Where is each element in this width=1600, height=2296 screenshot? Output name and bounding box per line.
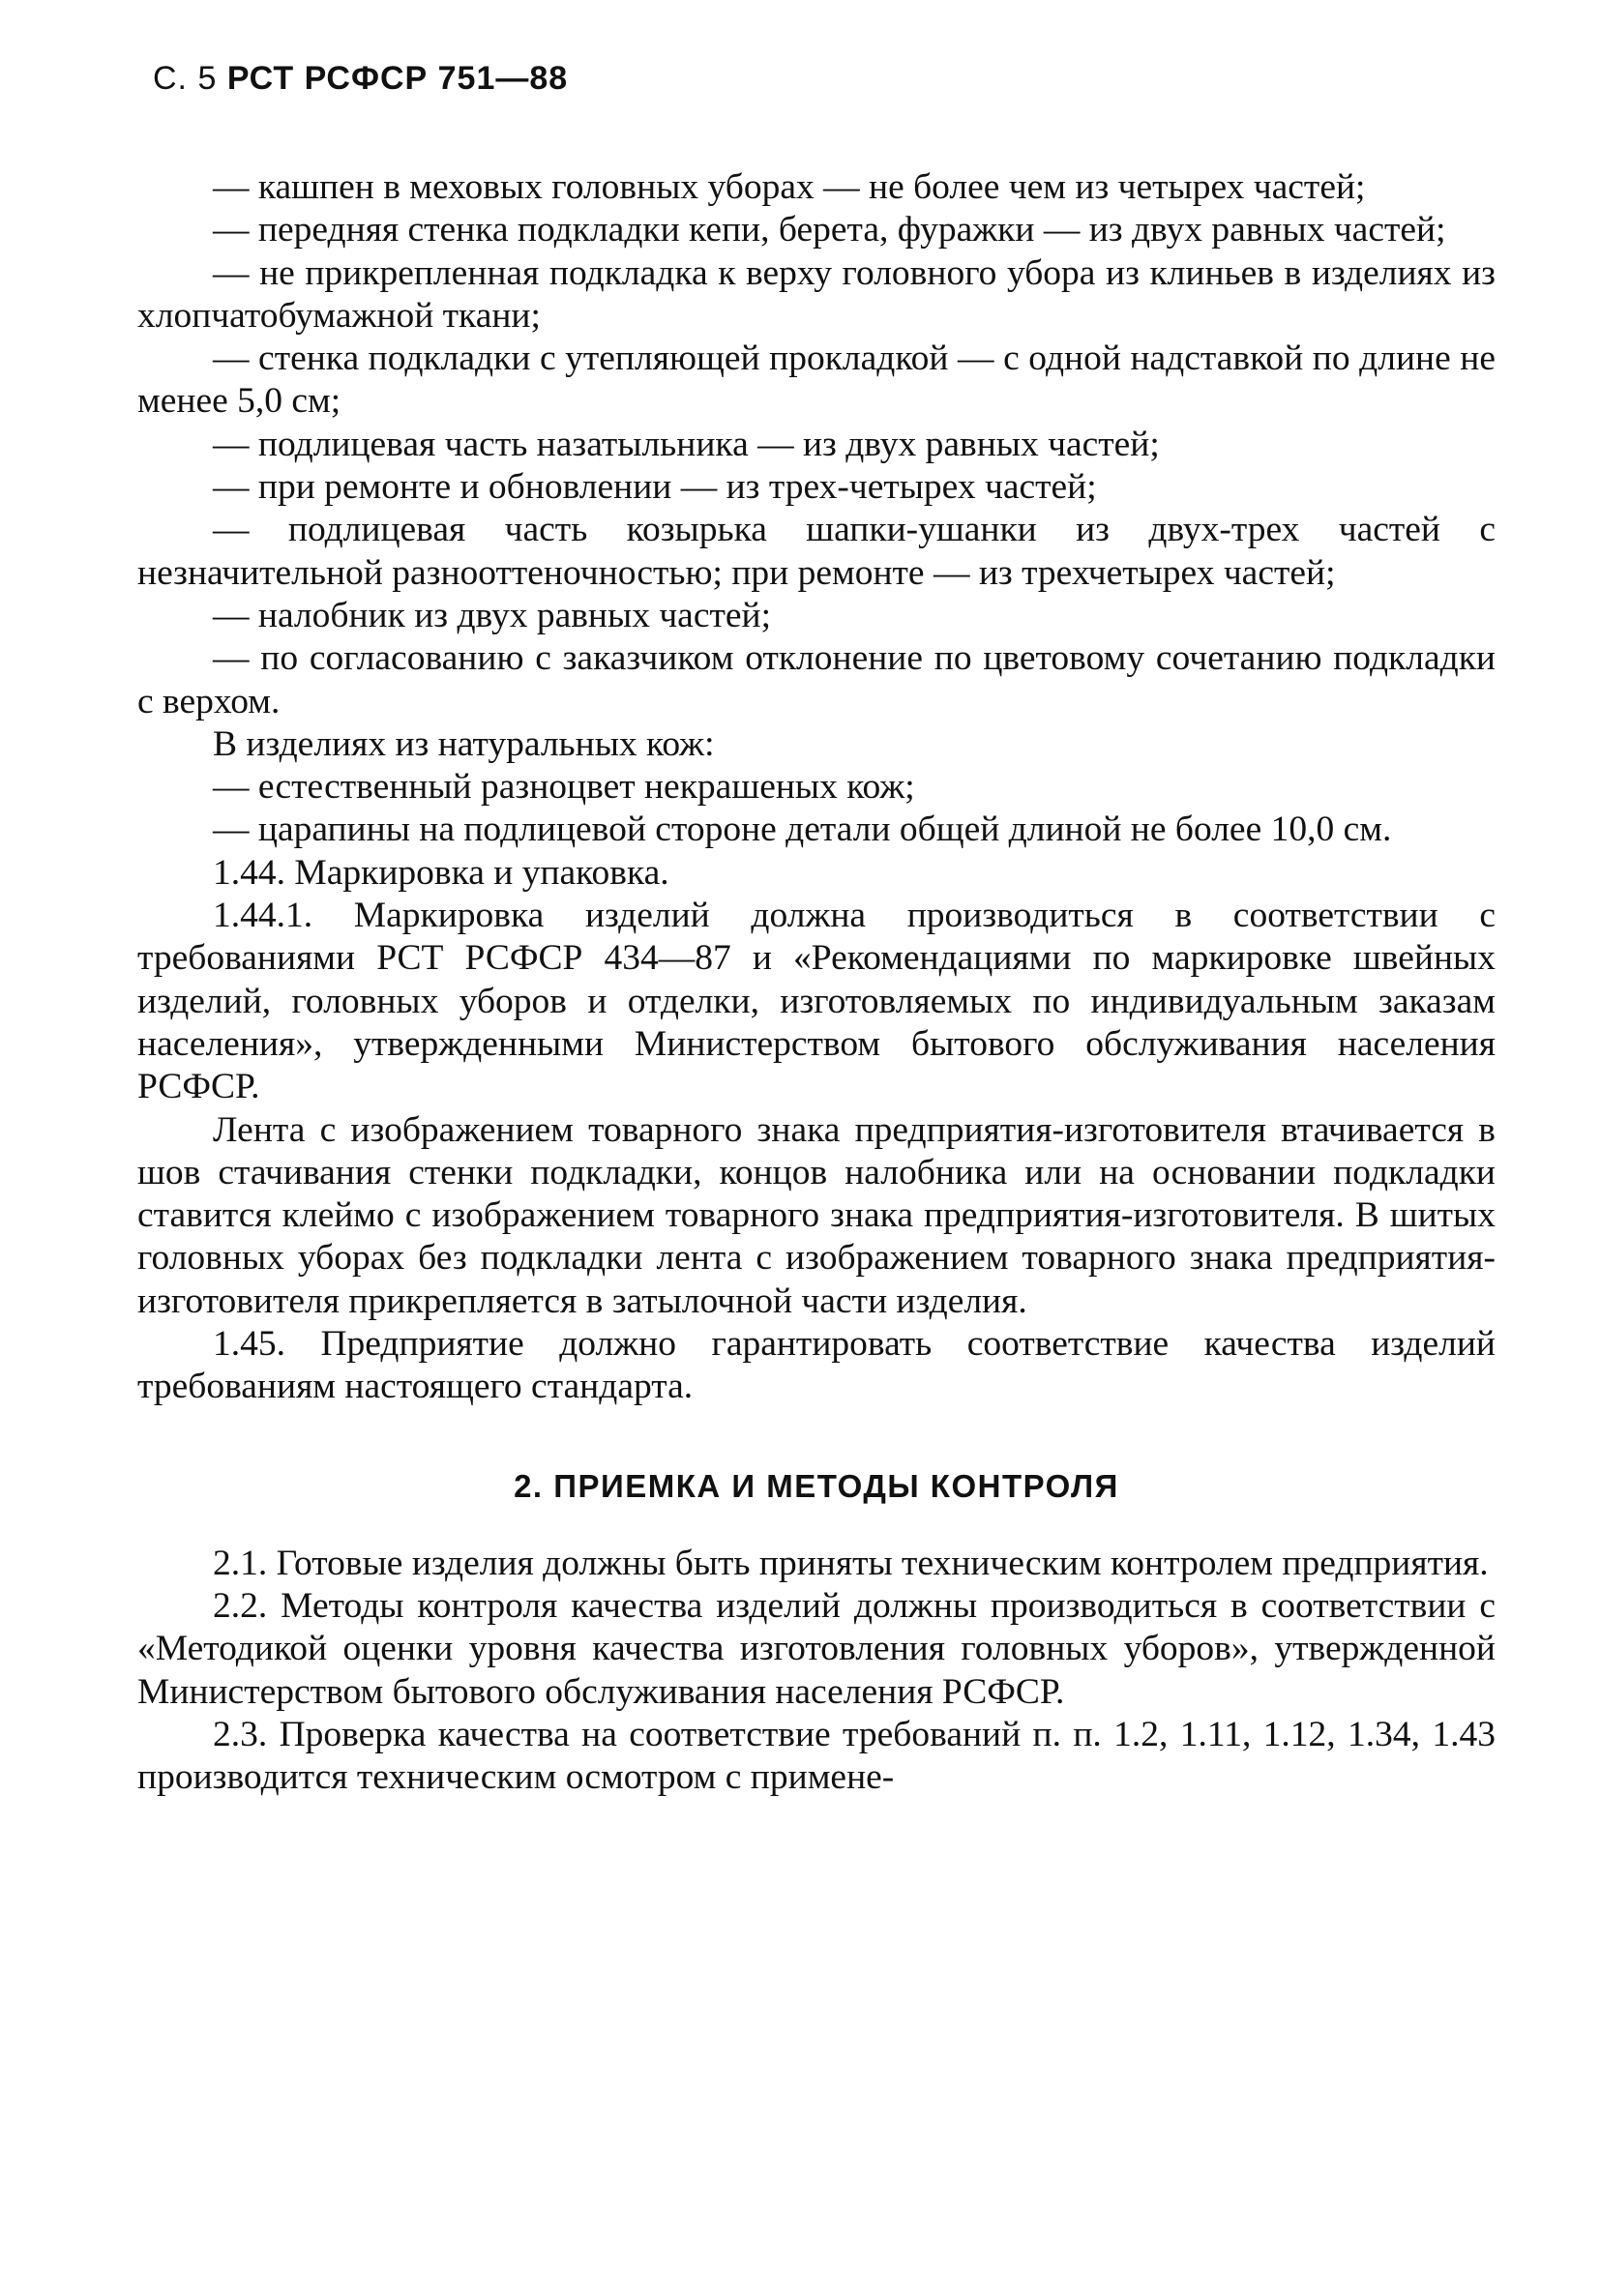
paragraph: 2.1. Готовые изделия должны быть приняты техническим контролем предприятия. — [213, 1543, 1489, 1583]
paragraph: — стенка подкладки с утепляющей прокладкой — с одной надставкой по длине не менее 5,0 см; — [137, 339, 1496, 422]
paragraph: 2.3. Проверка качества на соответствие требований п. п. 1.2, 1.11, 1.12, 1.34, 1.43 производится техническим осмотром с примене- — [137, 1714, 1496, 1798]
paragraph: 2.2. Методы контроля качества изделий должны производиться в соответствии с «Методикой оценки уровня качества изготовления головных уборов», утвержденной Министерством бытового обслуживания населения РСФСР. — [137, 1585, 1496, 1712]
paragraph: — естественный разноцвет некрашеных кож; — [213, 767, 915, 808]
paragraph: — не прикрепленная подкладка к верху головного убора из клиньев в изделиях из хлопчатобумажной ткани; — [137, 252, 1496, 336]
paragraph: 1.44. Маркировка и упаковка. — [213, 852, 669, 893]
paragraph: 1.44.1. Маркировка изделий должна производиться в соответствии с требованиями РСТ РСФСР 434—87 и «Рекомендациями по маркировке швейных изделий, головных уборов и отделки, изготовляемых по индивидуальным заказам населения», утвержденными Министерством бытового обслуживания населения РСФСР. — [137, 896, 1496, 1107]
paragraph: — при ремонте и обновлении — из трех-четырех частей; — [213, 467, 1097, 508]
paragraph: — кашпен в меховых головных уборах — не более чем из четырех частей; — [213, 167, 1366, 207]
paragraph: — передняя стенка подкладки кепи, берета, фуражки — из двух равных частей; — [213, 210, 1446, 250]
document-body — [137, 166, 1496, 1799]
paragraph: — царапины на подлицевой стороне детали общей длиной не более 10,0 см. — [213, 809, 1392, 850]
paragraph: В изделиях из натуральных кож: — [213, 723, 715, 764]
standard-code: РСТ РСФСР 751—88 — [226, 60, 569, 97]
section-title: 2. ПРИЕМКА И МЕТОДЫ КОНТРОЛЯ — [514, 1467, 1119, 1504]
paragraph: 1.45. Предприятие должно гарантировать соответствие качества изделий требованиям настоящего стандарта. — [137, 1324, 1496, 1407]
paragraph: Лента с изображением товарного знака предприятия-изготовителя втачивается в шов стачивания стенки подкладки, концов налобника или на основании подкладки ставится клеймо с изображением товарного знака предприятия-изготовителя. В шитых головных уборах без подкладки лента с изображением товарного знака предприятия-изготовителя прикрепляется в затылочной части изделия. — [137, 1109, 1496, 1321]
section-gap — [137, 1409, 1496, 1465]
paragraph: — подлицевая часть назатыльника — из двух равных частей; — [213, 424, 1160, 464]
page-number: С. 5 — [153, 60, 218, 97]
paragraph: — налобник из двух равных частей; — [213, 595, 771, 635]
paragraph: — по согласованию с заказчиком отклонение по цветовому сочетанию подкладки с верхом. — [137, 638, 1496, 721]
page-header — [153, 60, 568, 98]
paragraph: — подлицевая часть козырька шапки-ушанки из двух-трех частей с незначительной разнооттеночностью; при ремонте — из трехчетырех частей; — [137, 510, 1496, 593]
